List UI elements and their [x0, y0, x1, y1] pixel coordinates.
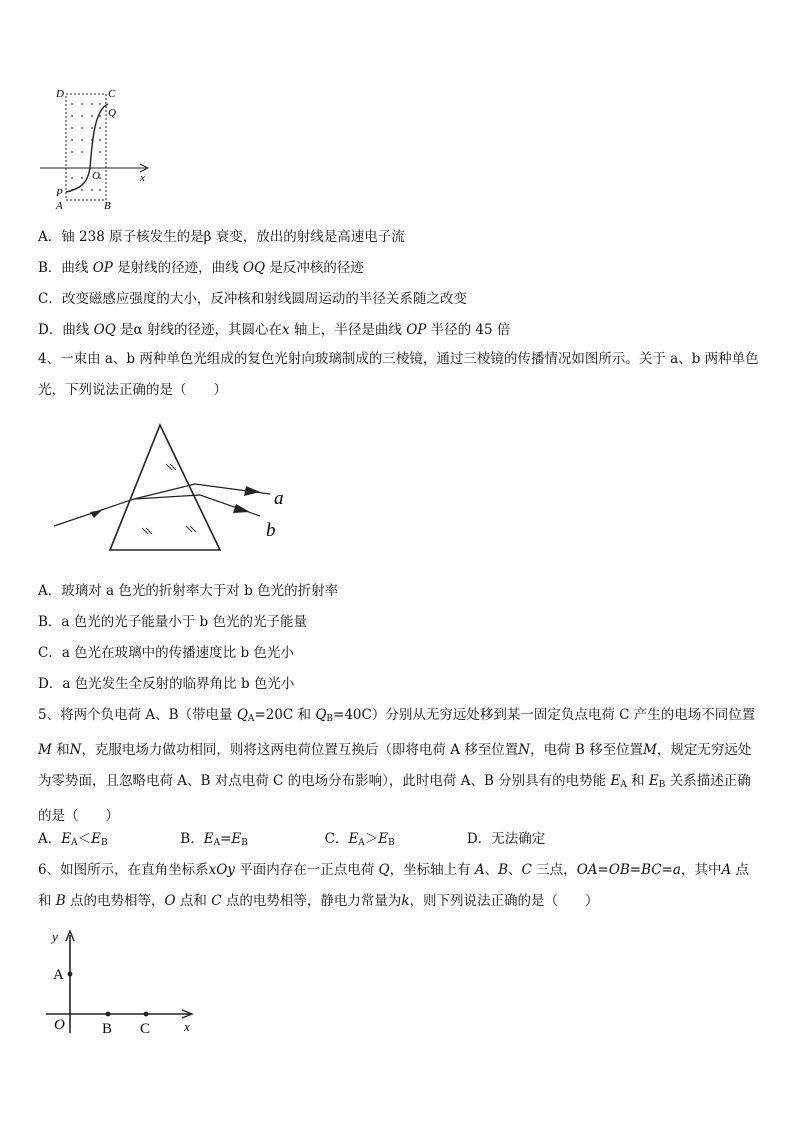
- q5-option-a: A．$E_A<E_B$: [38, 831, 108, 848]
- prism: [110, 425, 220, 550]
- q5-option-c: C．$E_A>E_B$: [324, 831, 395, 848]
- label-B: B: [104, 200, 111, 212]
- q4-option-d: D．a 色光发生全反射的临界角比 b 色光小: [38, 676, 295, 692]
- label-O: O: [54, 1017, 65, 1033]
- q5-option-d: D．无法确定: [466, 831, 546, 847]
- point-A: [68, 972, 73, 977]
- q3-option-a: A．铀 238 原子核发生的是β 衰变，放出的射线是高速电子流: [38, 229, 405, 245]
- label-x: x: [140, 172, 145, 184]
- point-C: [144, 1012, 149, 1017]
- q4-stem: 4、一束由 a、b 两种单色光组成的复色光射向玻璃制成的三棱镜，通过三棱镜的传播情况如图所示。关于 a、b 两种单色光，下列说法正确的是（ ）: [38, 351, 759, 398]
- q6-stem: 6、如图所示，在直角坐标系xOy 平面内存在一正点电荷 Q，坐标轴上有 A、B、C 三点，OA=OB=BC=a，其中A 点和 B 点的电势相等，O 点和 C 点的电势相等，静电力常量为k，则下列说法正确的是（ ）: [38, 862, 750, 909]
- q5-option-b: B．$E_A=E_B$: [180, 831, 248, 848]
- incident-arrow: [90, 510, 102, 518]
- track-figure: [36, 84, 166, 214]
- q4-option-a: A．玻璃对 a 色光的折射率大于对 b 色光的折射率: [38, 583, 339, 599]
- exit-arrow-a: [244, 486, 260, 496]
- label-A: A: [53, 967, 64, 983]
- exit-ray-b: [200, 495, 260, 516]
- label-C: C: [140, 1021, 151, 1037]
- q3-option-b: B．曲线 OP 是射线的径迹，曲线 OQ 是反冲核的径迹: [38, 260, 364, 276]
- q4-option-b: B．a 色光的光子能量小于 b 色光的光子能量: [38, 614, 307, 630]
- coordinate-figure: [40, 925, 210, 1040]
- label-A: A: [56, 200, 63, 212]
- label-D: D: [56, 88, 64, 100]
- label-Q: Q: [108, 107, 116, 119]
- label-b: b: [266, 520, 276, 541]
- exit-arrow-b: [233, 504, 250, 513]
- glass-hatch-marks: [142, 464, 196, 534]
- label-a: a: [274, 488, 284, 509]
- prism-figure: [50, 420, 300, 555]
- dotted-rectangle: [66, 94, 106, 200]
- label-P: P: [56, 187, 63, 199]
- q4-option-c: C．a 色光在玻璃中的传播速度比 b 色光小: [38, 645, 294, 661]
- q3-option-d: D．曲线 OQ 是α 射线的径迹，其圆心在x 轴上，半径是曲线 OP 半径的 45 倍: [38, 322, 511, 338]
- label-C: C: [108, 88, 116, 100]
- label-x: x: [184, 1019, 190, 1034]
- label-B: B: [102, 1021, 113, 1037]
- exit-ray-a: [195, 484, 270, 494]
- q3-option-c: C．改变磁感应强度的大小，反冲核和射线圆周运动的半径关系随之改变: [38, 291, 467, 307]
- point-B: [106, 1012, 111, 1017]
- label-y: y: [52, 929, 58, 944]
- q5-stem: 5、将两个负电荷 A、B（带电量 $Q_A=20C$ 和 $Q_B=40C$）分别从无穷远处移到某一固定负点电荷 C 产生的电场不同位置 M 和N，克服电场力做功相同，则将这两电荷位置互换后（即将电荷 A 移至位置N，电荷 B 移至位置M，规定无穷远处为零势面，且忽略电荷 A、B 对点电荷 C 的电场分布影响），此时电荷 A、B 分别具有的电势能 $E_A$ 和 $E_B$ 关系描述正确的是（ ）: [38, 707, 756, 824]
- q5-options: [38, 830, 758, 852]
- label-O: O: [92, 170, 100, 182]
